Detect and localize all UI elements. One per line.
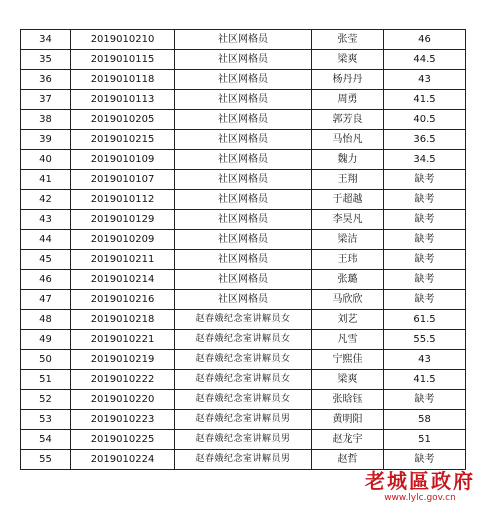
cell-exam-id: 2019010209: [71, 230, 175, 250]
cell-exam-id: 2019010216: [71, 290, 175, 310]
site-watermark: [360, 470, 480, 504]
cell-name: 王翔: [312, 170, 384, 190]
cell-index: 54: [21, 430, 71, 450]
cell-exam-id: 2019010210: [71, 30, 175, 50]
cell-name: 马怡凡: [312, 130, 384, 150]
cell-position: 社区网格员: [175, 170, 312, 190]
table-row: [21, 130, 466, 150]
table-row: [21, 110, 466, 130]
table-row: [21, 410, 466, 430]
cell-name: 周勇: [312, 90, 384, 110]
cell-exam-id: 2019010223: [71, 410, 175, 430]
cell-score: 缺考: [384, 190, 466, 210]
cell-score: 43: [384, 70, 466, 90]
cell-position: 赵春娥纪念室讲解员男: [175, 430, 312, 450]
results-table-body: [21, 30, 466, 470]
table-row: [21, 330, 466, 350]
cell-index: 40: [21, 150, 71, 170]
cell-score: 40.5: [384, 110, 466, 130]
cell-position: 赵春娥纪念室讲解员女: [175, 390, 312, 410]
cell-exam-id: 2019010215: [71, 130, 175, 150]
cell-score: 43: [384, 350, 466, 370]
table-row: [21, 190, 466, 210]
cell-score: 58: [384, 410, 466, 430]
cell-name: 王玮: [312, 250, 384, 270]
cell-name: 李昊凡: [312, 210, 384, 230]
cell-exam-id: 2019010221: [71, 330, 175, 350]
table-row: [21, 370, 466, 390]
cell-index: 53: [21, 410, 71, 430]
cell-exam-id: 2019010113: [71, 90, 175, 110]
cell-position: 赵春娥纪念室讲解员女: [175, 350, 312, 370]
cell-name: 郭芳良: [312, 110, 384, 130]
cell-score: 36.5: [384, 130, 466, 150]
cell-index: 36: [21, 70, 71, 90]
cell-score: 缺考: [384, 170, 466, 190]
cell-name: 宁熙佳: [312, 350, 384, 370]
results-table: [20, 29, 466, 470]
cell-position: 社区网格员: [175, 130, 312, 150]
cell-position: 赵春娥纪念室讲解员男: [175, 410, 312, 430]
table-row: [21, 70, 466, 90]
cell-position: 社区网格员: [175, 90, 312, 110]
cell-position: 社区网格员: [175, 250, 312, 270]
cell-position: 社区网格员: [175, 110, 312, 130]
cell-position: 社区网格员: [175, 70, 312, 90]
cell-position: 社区网格员: [175, 270, 312, 290]
cell-exam-id: 2019010222: [71, 370, 175, 390]
cell-index: 34: [21, 30, 71, 50]
table-row: [21, 350, 466, 370]
cell-exam-id: 2019010224: [71, 450, 175, 470]
table-row: [21, 290, 466, 310]
cell-score: 41.5: [384, 90, 466, 110]
cell-position: 社区网格员: [175, 50, 312, 70]
table-row: [21, 210, 466, 230]
cell-position: 社区网格员: [175, 290, 312, 310]
cell-name: 赵哲: [312, 450, 384, 470]
cell-index: 55: [21, 450, 71, 470]
cell-index: 46: [21, 270, 71, 290]
cell-position: 社区网格员: [175, 30, 312, 50]
cell-exam-id: 2019010219: [71, 350, 175, 370]
cell-index: 48: [21, 310, 71, 330]
cell-score: 44.5: [384, 50, 466, 70]
cell-name: 张晗钰: [312, 390, 384, 410]
cell-name: 黄明阳: [312, 410, 384, 430]
cell-name: 马欣欣: [312, 290, 384, 310]
cell-position: 社区网格员: [175, 190, 312, 210]
cell-score: 41.5: [384, 370, 466, 390]
table-row: [21, 310, 466, 330]
cell-index: 47: [21, 290, 71, 310]
cell-position: 社区网格员: [175, 150, 312, 170]
cell-index: 37: [21, 90, 71, 110]
table-row: [21, 450, 466, 470]
cell-score: 缺考: [384, 230, 466, 250]
cell-exam-id: 2019010118: [71, 70, 175, 90]
table-row: [21, 390, 466, 410]
cell-exam-id: 2019010214: [71, 270, 175, 290]
cell-index: 39: [21, 130, 71, 150]
cell-name: 赵龙宇: [312, 430, 384, 450]
cell-score: 34.5: [384, 150, 466, 170]
cell-index: 51: [21, 370, 71, 390]
table-row: [21, 150, 466, 170]
cell-index: 38: [21, 110, 71, 130]
cell-position: 赵春娥纪念室讲解员女: [175, 370, 312, 390]
table-row: [21, 430, 466, 450]
cell-index: 45: [21, 250, 71, 270]
cell-position: 赵春娥纪念室讲解员男: [175, 450, 312, 470]
cell-name: 杨丹丹: [312, 70, 384, 90]
cell-score: 缺考: [384, 450, 466, 470]
cell-index: 49: [21, 330, 71, 350]
table-row: [21, 50, 466, 70]
cell-exam-id: 2019010220: [71, 390, 175, 410]
cell-position: 社区网格员: [175, 210, 312, 230]
cell-exam-id: 2019010109: [71, 150, 175, 170]
cell-score: 51: [384, 430, 466, 450]
cell-exam-id: 2019010115: [71, 50, 175, 70]
cell-score: 61.5: [384, 310, 466, 330]
cell-position: 赵春娥纪念室讲解员女: [175, 330, 312, 350]
cell-name: 梁爽: [312, 370, 384, 390]
cell-score: 缺考: [384, 250, 466, 270]
table-row: [21, 90, 466, 110]
table-row: [21, 250, 466, 270]
cell-exam-id: 2019010129: [71, 210, 175, 230]
cell-position: 赵春娥纪念室讲解员女: [175, 310, 312, 330]
cell-name: 于超越: [312, 190, 384, 210]
cell-index: 52: [21, 390, 71, 410]
cell-exam-id: 2019010218: [71, 310, 175, 330]
cell-score: 缺考: [384, 270, 466, 290]
cell-name: 梁爽: [312, 50, 384, 70]
cell-index: 42: [21, 190, 71, 210]
table-row: [21, 270, 466, 290]
table-row: [21, 30, 466, 50]
table-row: [21, 170, 466, 190]
cell-index: 50: [21, 350, 71, 370]
cell-score: 缺考: [384, 390, 466, 410]
cell-index: 35: [21, 50, 71, 70]
cell-exam-id: 2019010107: [71, 170, 175, 190]
cell-score: 缺考: [384, 290, 466, 310]
cell-name: 魏力: [312, 150, 384, 170]
cell-score: 缺考: [384, 210, 466, 230]
watermark-url: www.lylc.gov.cn: [384, 493, 456, 503]
cell-score: 55.5: [384, 330, 466, 350]
cell-exam-id: 2019010211: [71, 250, 175, 270]
cell-index: 44: [21, 230, 71, 250]
cell-position: 社区网格员: [175, 230, 312, 250]
table-row: [21, 230, 466, 250]
results-table-container: [20, 29, 460, 470]
cell-index: 41: [21, 170, 71, 190]
cell-name: 刘艺: [312, 310, 384, 330]
cell-name: 张璐: [312, 270, 384, 290]
cell-name: 张莹: [312, 30, 384, 50]
cell-name: 凡雪: [312, 330, 384, 350]
cell-index: 43: [21, 210, 71, 230]
cell-score: 46: [384, 30, 466, 50]
cell-exam-id: 2019010225: [71, 430, 175, 450]
cell-name: 梁洁: [312, 230, 384, 250]
cell-exam-id: 2019010205: [71, 110, 175, 130]
cell-exam-id: 2019010112: [71, 190, 175, 210]
watermark-title: 老城區政府: [365, 469, 475, 493]
